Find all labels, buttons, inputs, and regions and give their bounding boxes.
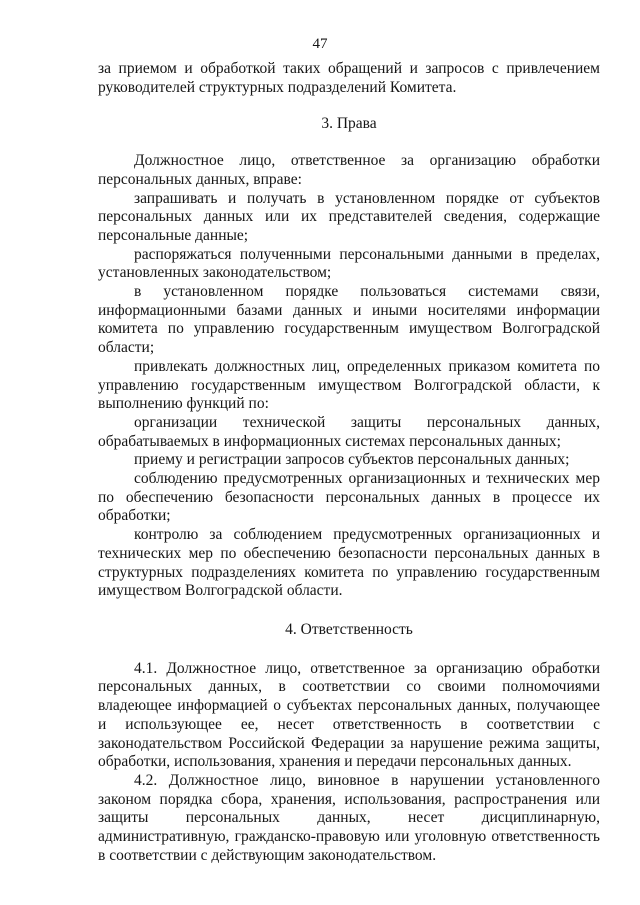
section-4-paragraph: 4.1. Должностное лицо, ответственное за организацию обработки персональных данных, в соответствии со своими полномочиями владеющее информацией о субъектах персональных данных, получающее и использующее ее, несет ответственность в соответствии с законодательством Российской Федерации за нарушение режима защиты, обработки, использования, хранения и передачи персональных данных. xyxy=(98,659,600,771)
section-4-paragraph: 4.2. Должностное лицо, виновное в нарушении установленного законом порядка сбора, хранения, использования, распространения или защиты персональных данных, несет дисциплинарную, административную, гражданско-правовую или уголовную ответственность в соответствии с действующим законодательством. xyxy=(98,771,600,864)
section-3-paragraph: соблюдению предусмотренных организационных и технических мер по обеспечению безопасности персональных данных в процессе их обработки; xyxy=(98,470,600,525)
section-3-paragraph: привлекать должностных лиц, определенных приказом комитета по управлению государственным имуществом Волгоградской области, к выполнению функций по: xyxy=(98,357,600,413)
section-3-paragraph: приему и регистрации запросов субъектов персональных данных; xyxy=(134,451,570,469)
section-4-heading: 4. Ответственность xyxy=(285,620,413,638)
document-body xyxy=(98,60,600,865)
section-3-heading: 3. Права xyxy=(321,115,377,133)
page-number: 47 xyxy=(312,36,328,52)
section-3-paragraph: распоряжаться полученными персональными данными в пределах, установленных законодательством; xyxy=(98,245,600,282)
section-3-paragraph: в установленном порядке пользоваться системами связи, информационными базами данных и иными носителями информации комитета по управлению государственным имуществом Волгоградской области; xyxy=(98,283,600,357)
section-3-paragraph: организации технической защиты персональных данных, обрабатываемых в информационных системах персональных данных; xyxy=(98,413,600,450)
section-3-paragraph: Должностное лицо, ответственное за организацию обработки персональных данных, вправе: xyxy=(98,152,600,188)
section-3-paragraph: контролю за соблюдением предусмотренных организационных и технических мер по обеспечению безопасности персональных данных в структурных подразделениях комитета по управлению государственным имуществом Волгоградской области. xyxy=(98,526,600,600)
section-3-paragraph: запрашивать и получать в установленном порядке от субъектов персональных данных или их представителей сведения, содержащие персональные данные; xyxy=(98,189,600,244)
intro-paragraph: за приемом и обработкой таких обращений и запросов с привлечением руководителей структурных подразделений Комитета. xyxy=(98,60,600,96)
